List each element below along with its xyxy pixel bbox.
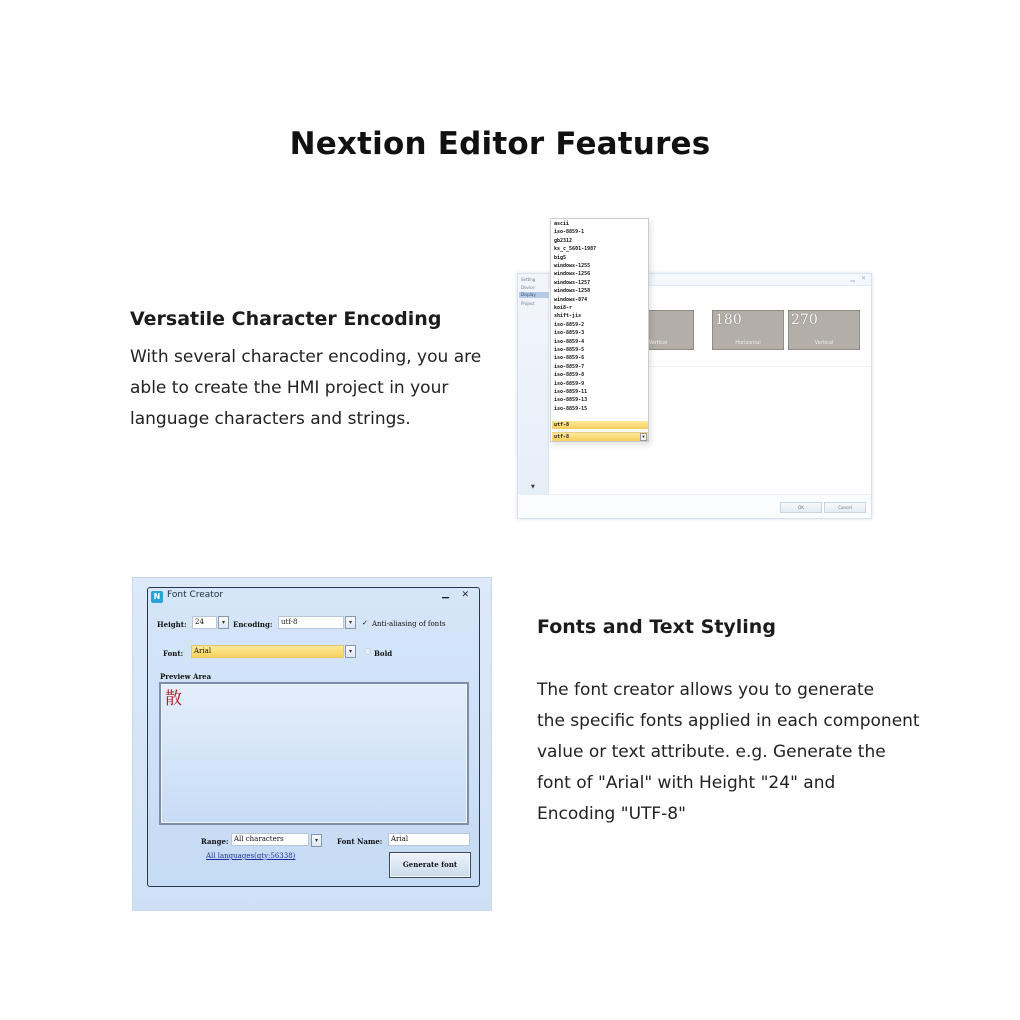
bold-label: Bold: [374, 649, 393, 658]
range-label: Range:: [201, 837, 229, 846]
preview-area: [159, 682, 469, 825]
font-dropdown-icon[interactable]: ▾: [345, 645, 356, 658]
encoding-option[interactable]: koi8-r: [554, 305, 573, 311]
encoding-option[interactable]: iso-8859-11: [554, 389, 588, 395]
feature-text-line: With several character encoding, you are: [130, 347, 482, 367]
window-title: Font Creator: [167, 590, 224, 600]
rotation-degree: 180: [715, 312, 742, 328]
font-creator-window: [147, 587, 480, 887]
ok-button[interactable]: OK: [780, 502, 822, 513]
encoding-option[interactable]: iso-8859-1: [554, 229, 585, 236]
feature-heading-fonts: Fonts and Text Styling: [537, 616, 776, 638]
settings-footer: [518, 494, 871, 518]
minimize-icon[interactable]: ▁: [850, 275, 855, 282]
encoding-option[interactable]: iso-8859-7: [554, 363, 585, 370]
feature-text-fonts: [537, 675, 920, 830]
encoding-option[interactable]: ks_c_5601-1987: [554, 246, 597, 253]
settings-sidebar: [518, 274, 549, 494]
encoding-dropdown-list[interactable]: [550, 218, 649, 442]
encoding-option[interactable]: iso-8859-4: [554, 338, 585, 345]
antialias-label: Anti-aliasing of fonts: [372, 620, 446, 628]
sidebar-item-setting[interactable]: Setting: [521, 277, 536, 282]
feature-text-line: value or text attribute. e.g. Generate the: [537, 742, 886, 762]
scroll-down-icon[interactable]: ▼: [531, 484, 535, 490]
all-languages-link[interactable]: All languages(qty:56338): [206, 852, 296, 860]
font-select[interactable]: Arial: [191, 645, 344, 658]
preview-area-label: Preview Area: [160, 672, 212, 681]
cancel-button[interactable]: Cancel: [824, 502, 866, 513]
font-name-input[interactable]: Arial: [388, 833, 470, 846]
encoding-option[interactable]: ascii: [554, 221, 570, 227]
rotation-option-270[interactable]: [788, 310, 860, 350]
encoding-option[interactable]: iso-8859-3: [554, 330, 585, 337]
encoding-option[interactable]: big5: [554, 254, 567, 261]
encoding-option[interactable]: windows-874: [554, 296, 588, 303]
chevron-down-icon[interactable]: ▼: [640, 433, 647, 441]
font-name-label: Font Name:: [337, 837, 383, 846]
bold-checkbox[interactable]: [364, 648, 371, 655]
feature-text-line: The font creator allows you to generate: [537, 680, 875, 700]
rotation-option-180[interactable]: [712, 310, 784, 350]
encoding-option[interactable]: iso-8859-15: [554, 405, 588, 412]
encoding-label: Encoding:: [233, 620, 273, 629]
sidebar-item-device[interactable]: Device: [521, 285, 535, 290]
feature-text-encoding: [130, 342, 481, 435]
nextion-logo-icon: N: [151, 591, 163, 603]
encoding-option[interactable]: iso-8859-2: [554, 321, 585, 328]
feature-text-line: font of "Arial" with Height "24" and: [537, 773, 836, 793]
rotation-orientation: Vertical: [648, 340, 668, 346]
preview-character: 散: [165, 689, 182, 709]
antialias-checkbox[interactable]: ✓: [362, 619, 368, 627]
encoding-option[interactable]: iso-8859-13: [554, 397, 588, 404]
rotation-degree: 270: [791, 312, 818, 328]
encoding-input[interactable]: utf-8: [278, 616, 344, 629]
encoding-option[interactable]: windows-1255: [554, 263, 591, 269]
generate-font-button[interactable]: Generate font: [389, 852, 471, 878]
close-icon[interactable]: ✕: [860, 275, 866, 282]
encoding-option[interactable]: iso-8859-5: [554, 347, 585, 353]
encoding-dropdown-icon[interactable]: ▾: [345, 616, 356, 629]
encoding-option[interactable]: windows-1258: [554, 288, 591, 295]
feature-text-line: Encoding "UTF-8": [537, 804, 686, 824]
sidebar-item-project[interactable]: Project: [521, 301, 535, 306]
minimize-icon[interactable]: ▁: [442, 589, 449, 599]
height-input[interactable]: 24: [192, 616, 217, 629]
feature-heading-encoding: Versatile Character Encoding: [130, 308, 442, 330]
encoding-option[interactable]: shift-jis: [554, 313, 582, 320]
encoding-option-selected[interactable]: utf-8: [552, 421, 648, 429]
feature-text-line: the specific fonts applied in each component: [537, 711, 920, 731]
encoding-option[interactable]: iso-8859-9: [554, 380, 585, 387]
range-select[interactable]: All characters: [231, 833, 309, 846]
height-label: Height:: [157, 620, 187, 629]
encoding-option[interactable]: windows-1256: [554, 271, 591, 278]
page-title: Nextion Editor Features: [289, 126, 711, 162]
encoding-select[interactable]: [552, 432, 648, 441]
encoding-option[interactable]: gb2312: [554, 237, 573, 244]
encoding-option[interactable]: iso-8859-8: [554, 372, 585, 379]
rotation-orientation: Vertical: [814, 340, 834, 346]
rotation-orientation: Horizontal: [735, 340, 761, 346]
height-dropdown-icon[interactable]: ▾: [218, 616, 229, 629]
range-dropdown-icon[interactable]: ▾: [311, 834, 322, 847]
encoding-select-value: utf-8: [554, 434, 570, 440]
feature-text-line: able to create the HMI project in your: [130, 378, 449, 398]
encoding-option[interactable]: windows-1257: [554, 279, 591, 286]
close-icon[interactable]: ✕: [461, 590, 469, 600]
encoding-option[interactable]: iso-8859-6: [554, 355, 585, 362]
sidebar-item-display[interactable]: Display: [519, 292, 549, 298]
feature-text-line: language characters and strings.: [130, 409, 411, 429]
font-label: Font:: [163, 649, 184, 658]
